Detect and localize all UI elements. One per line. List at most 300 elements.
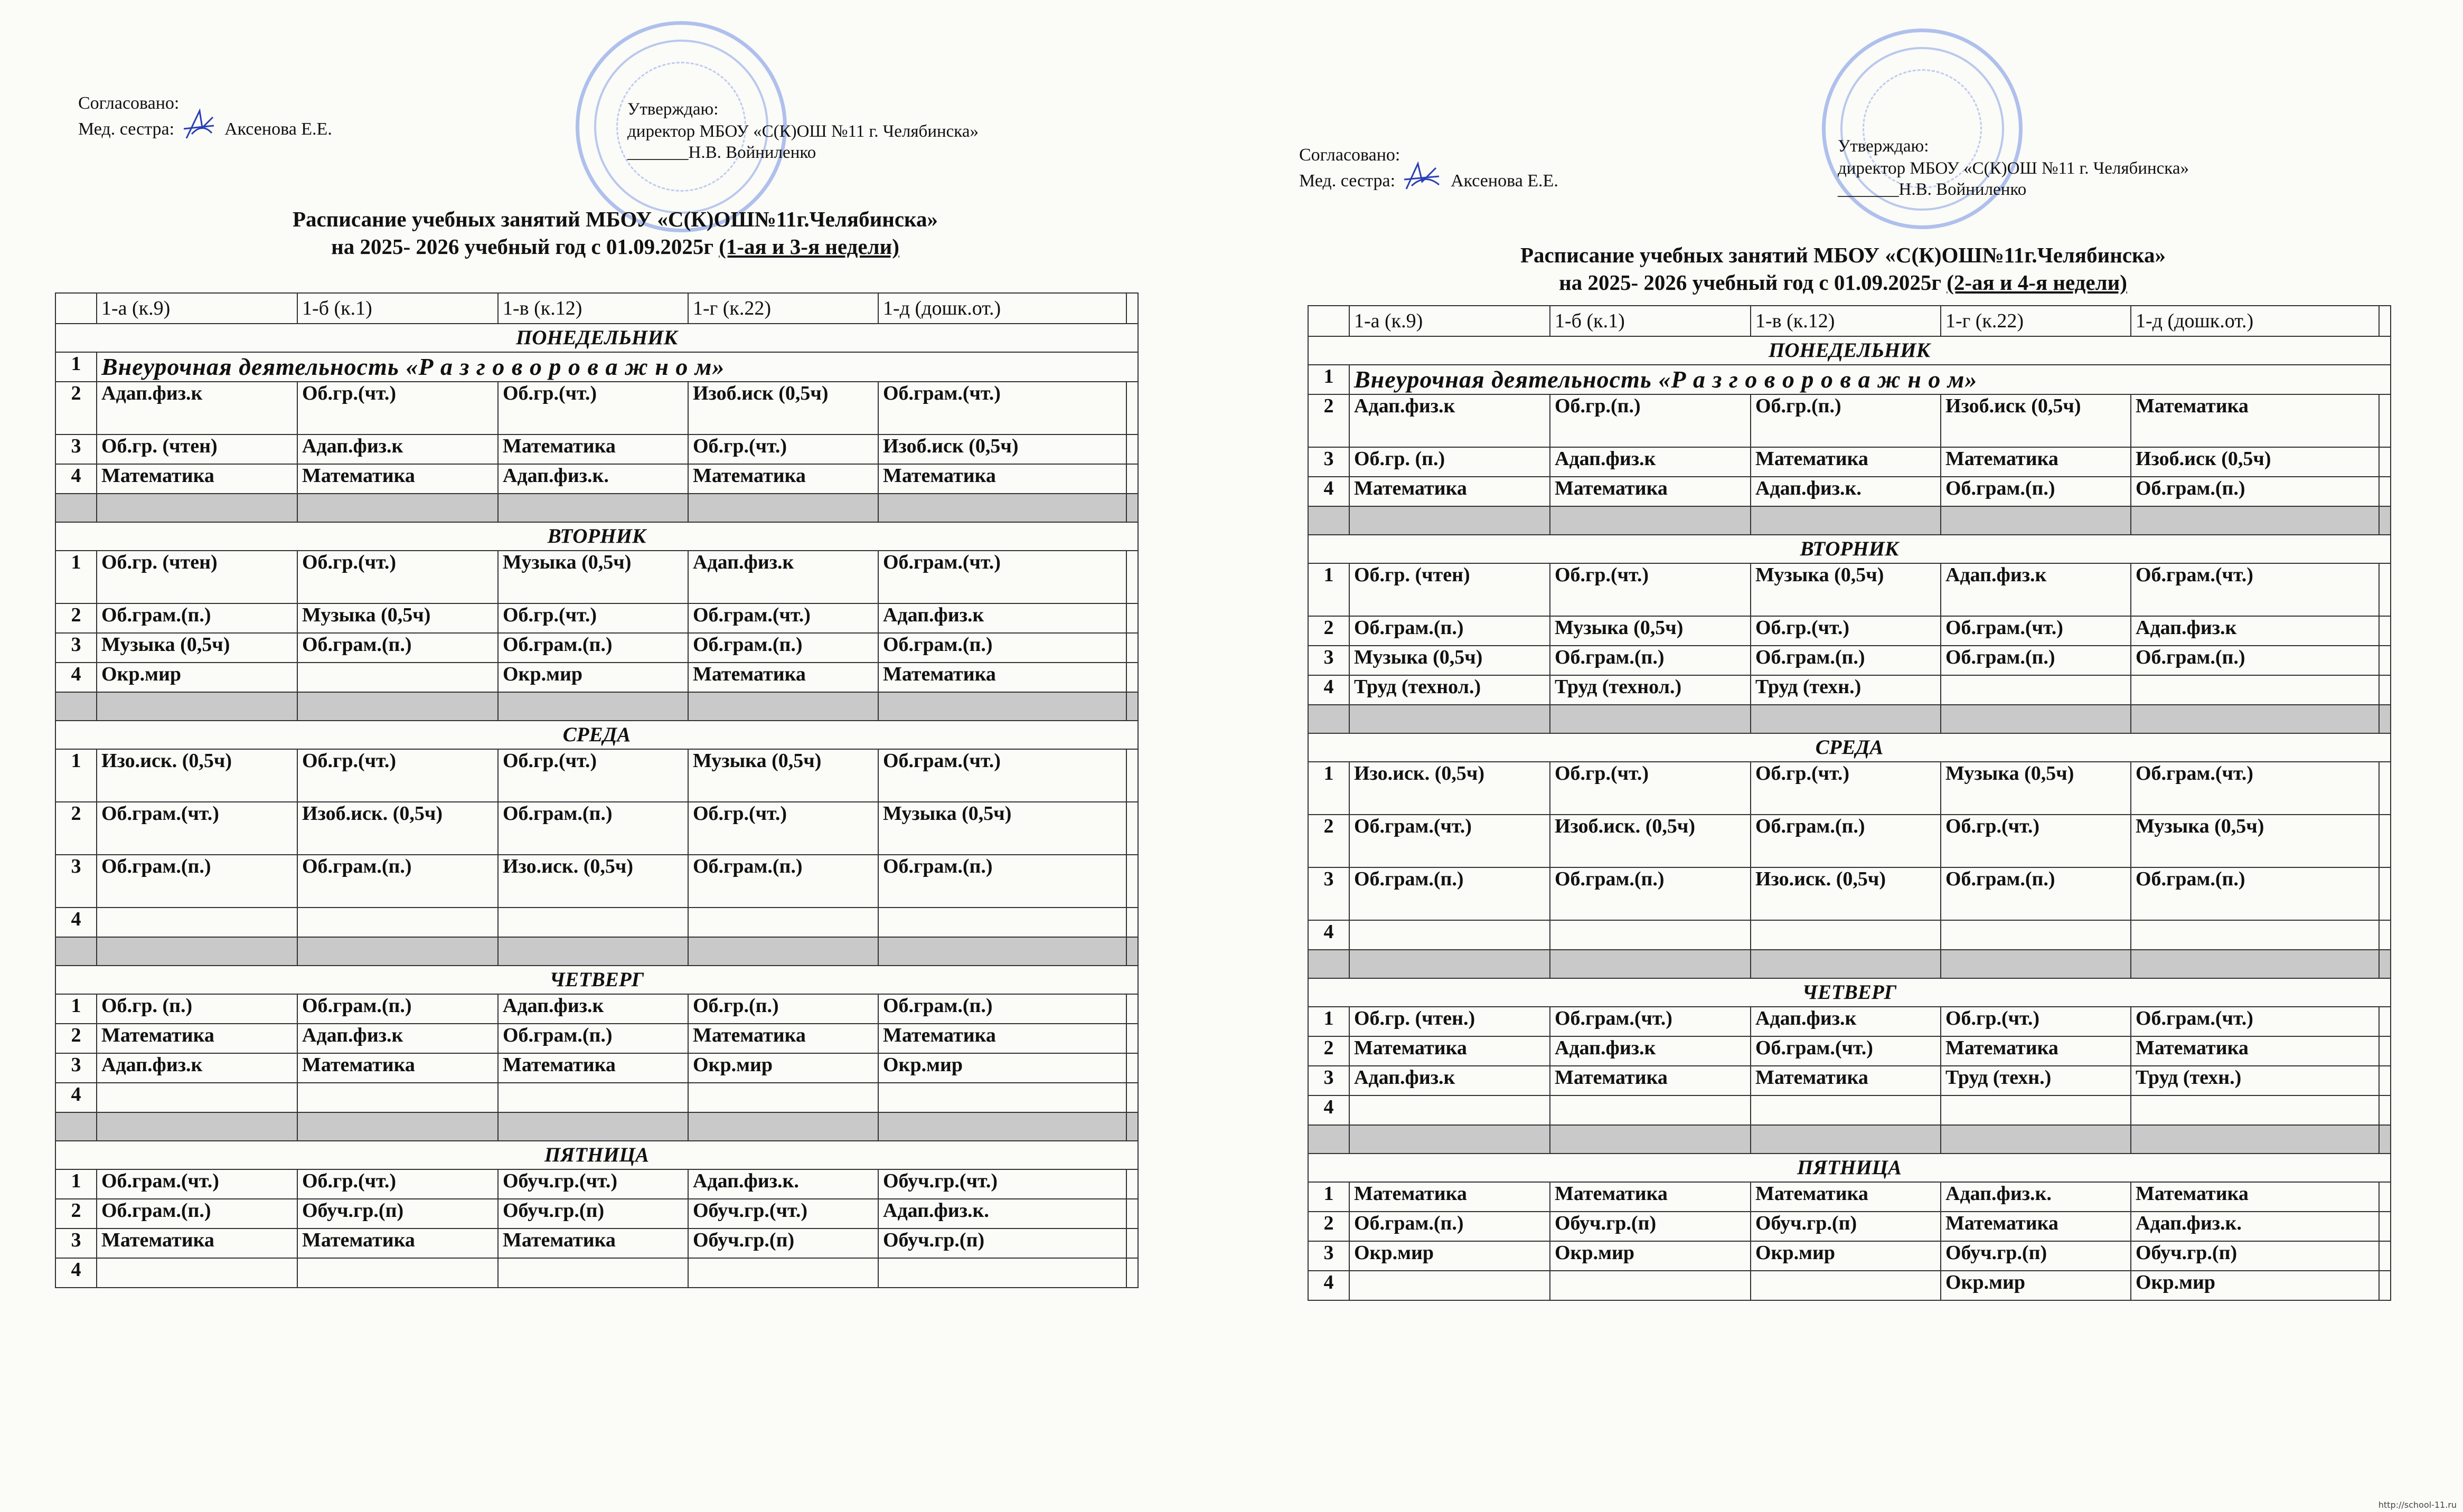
lesson-cell: Об.гр.(чт.) — [498, 749, 688, 802]
lesson-cell: Адап.физ.к. — [498, 464, 688, 494]
lesson-cell: Об.грам.(чт.) — [1550, 1007, 1751, 1036]
lesson-cell: Об.грам.(п.) — [498, 802, 688, 855]
lesson-cell: Изоб.иск. (0,5ч) — [1550, 815, 1751, 867]
lesson-cell: Об.гр. (чтен) — [97, 434, 297, 464]
lesson-cell: Обуч.гр.(п) — [498, 1199, 688, 1228]
lesson-row — [55, 1053, 1138, 1083]
lesson-row — [55, 1199, 1138, 1228]
lesson-cell: Математика — [1550, 1182, 1751, 1212]
lesson-cell: Об.грам.(п.) — [1751, 646, 1941, 675]
lesson-number: 2 — [55, 802, 97, 855]
day-row — [55, 1141, 1138, 1169]
lesson-cell: Обуч.гр.(чт.) — [878, 1169, 1126, 1199]
separator-cell — [1550, 1125, 1751, 1154]
lesson-cell: Обуч.гр.(п) — [878, 1228, 1126, 1258]
lesson-number: 3 — [1308, 646, 1349, 675]
lesson-cell: Труд (техн.) — [1941, 1066, 2131, 1095]
margin-cell — [1126, 464, 1138, 494]
lesson-cell: Об.грам.(п.) — [2131, 477, 2379, 506]
separator-cell — [1550, 506, 1751, 535]
lesson-cell — [297, 663, 498, 692]
lesson-cell — [878, 1258, 1126, 1288]
separator-cell — [688, 1112, 878, 1141]
lesson-number: 4 — [55, 663, 97, 692]
lesson-cell: Адап.физ.к. — [1941, 1182, 2131, 1212]
margin-cell — [2379, 675, 2391, 705]
lesson-cell — [1941, 920, 2131, 950]
separator-cell — [2131, 950, 2379, 978]
lesson-cell — [688, 908, 878, 937]
lesson-number: 3 — [55, 855, 97, 908]
separator-cell — [878, 937, 1126, 966]
column-header — [2379, 306, 2391, 336]
lesson-row — [1308, 394, 2391, 447]
lesson-cell: Адап.физ.к — [97, 1053, 297, 1083]
lesson-cell: Окр.мир — [878, 1053, 1126, 1083]
lesson-cell: Окр.мир — [1349, 1241, 1550, 1271]
lesson-cell: Обуч.гр.(чт.) — [498, 1169, 688, 1199]
day-name: СРЕДА — [1308, 733, 2391, 762]
separator-cell — [1349, 705, 1550, 733]
lesson-number: 4 — [55, 464, 97, 494]
separator-row — [1308, 1125, 2391, 1154]
nurse-line — [78, 117, 332, 144]
lesson-cell: Об.грам.(п.) — [498, 633, 688, 663]
lesson-cell — [2131, 1095, 2379, 1125]
separator-cell — [97, 692, 297, 721]
lesson-cell: Обуч.гр.(п) — [2131, 1241, 2379, 1271]
lesson-cell: Об.гр.(чт.) — [1941, 815, 2131, 867]
lesson-row — [55, 464, 1138, 494]
lesson-cell: Обуч.гр.(чт.) — [688, 1199, 878, 1228]
margin-cell — [2379, 394, 2391, 447]
page-subtitle — [1230, 269, 2456, 296]
separator-row — [1308, 950, 2391, 978]
lesson-number: 1 — [1308, 762, 1349, 815]
separator-cell — [2131, 1125, 2379, 1154]
margin-cell — [1126, 1053, 1138, 1083]
lesson-cell: Окр.мир — [1751, 1241, 1941, 1271]
lesson-cell: Об.гр.(п.) — [1550, 394, 1751, 447]
lesson-number: 1 — [55, 994, 97, 1024]
column-header: 1-б (к.1) — [1550, 306, 1751, 336]
separator-cell — [2131, 506, 2379, 535]
lesson-cell: Об.гр.(чт.) — [297, 1169, 498, 1199]
lesson-cell — [297, 908, 498, 937]
column-header: 1-г (к.22) — [1941, 306, 2131, 336]
lesson-cell: Об.гр.(чт.) — [297, 749, 498, 802]
separator-cell — [1550, 705, 1751, 733]
lesson-cell: Об.гр.(чт.) — [297, 382, 498, 434]
lesson-cell — [297, 1258, 498, 1288]
margin-cell — [2379, 477, 2391, 506]
lesson-cell: Труд (технол.) — [1550, 675, 1751, 705]
lesson-cell: Математика — [1941, 447, 2131, 477]
separator-cell — [2379, 950, 2391, 978]
agreed-label: Согласовано: — [78, 93, 180, 113]
separator-cell — [2131, 705, 2379, 733]
lesson-cell: Математика — [297, 1053, 498, 1083]
margin-cell — [1126, 434, 1138, 464]
lesson-number: 2 — [1308, 616, 1349, 646]
day-name: ЧЕТВЕРГ — [1308, 978, 2391, 1007]
lesson-number: 4 — [55, 1083, 97, 1112]
lesson-cell — [688, 1083, 878, 1112]
margin-cell — [2379, 815, 2391, 867]
lesson-cell: Об.гр.(чт.) — [688, 802, 878, 855]
lesson-number: 4 — [55, 1258, 97, 1288]
lesson-cell: Об.грам.(чт.) — [2131, 762, 2379, 815]
lesson-cell — [1349, 1095, 1550, 1125]
week-label: (2-ая и 4-я недели) — [1947, 270, 2127, 295]
separator-cell — [2379, 506, 2391, 535]
lesson-row — [55, 382, 1138, 434]
separator-cell — [1751, 705, 1941, 733]
lesson-cell: Об.грам.(чт.) — [2131, 563, 2379, 616]
separator-cell — [297, 692, 498, 721]
subtitle-text: на 2025- 2026 учебный год с 01.09.2025г — [331, 234, 719, 259]
lesson-cell: Об.гр.(чт.) — [1751, 762, 1941, 815]
lesson-cell: Изо.иск. (0,5ч) — [1751, 867, 1941, 920]
lesson-cell: Об.гр.(чт.) — [1550, 563, 1751, 616]
lesson-cell — [878, 1083, 1126, 1112]
lesson-cell: Об.грам.(п.) — [297, 855, 498, 908]
separator-row — [55, 494, 1138, 522]
lesson-number: 2 — [55, 603, 97, 633]
lesson-cell: Об.гр.(чт.) — [1751, 616, 1941, 646]
lesson-cell — [498, 1258, 688, 1288]
nurse-name: Аксенова Е.Е. — [224, 119, 332, 139]
lesson-number: 3 — [1308, 867, 1349, 920]
lesson-cell: Об.грам.(п.) — [297, 633, 498, 663]
approve-label: Утверждаю: — [1838, 137, 1929, 156]
margin-cell — [2379, 1271, 2391, 1300]
lesson-row — [55, 994, 1138, 1024]
margin-cell — [2379, 1212, 2391, 1241]
lesson-cell: Окр.мир — [2131, 1271, 2379, 1300]
day-row — [1308, 535, 2391, 563]
separator-cell — [1308, 950, 1349, 978]
lesson-row — [1308, 675, 2391, 705]
separator-cell — [1751, 1125, 1941, 1154]
lesson-cell: Математика — [97, 1228, 297, 1258]
lesson-cell: Адап.физ.к — [1349, 394, 1550, 447]
lesson-row — [55, 749, 1138, 802]
separator-cell — [1550, 950, 1751, 978]
lesson-row — [55, 1169, 1138, 1199]
lesson-number: 1 — [1308, 563, 1349, 616]
separator-cell — [297, 1112, 498, 1141]
lesson-cell: Математика — [1751, 1182, 1941, 1212]
lesson-cell: Об.грам.(п.) — [498, 1024, 688, 1053]
lesson-cell: Окр.мир — [498, 663, 688, 692]
lesson-number: 4 — [1308, 477, 1349, 506]
event-row — [1308, 365, 2391, 394]
lesson-number: 1 — [1308, 1007, 1349, 1036]
lesson-cell: Об.грам.(п.) — [878, 633, 1126, 663]
lesson-cell — [688, 1258, 878, 1288]
approve-label: Утверждаю: — [627, 100, 719, 119]
lesson-cell — [1349, 1271, 1550, 1300]
lesson-cell: Музыка (0,5ч) — [2131, 815, 2379, 867]
lesson-cell: Математика — [878, 1024, 1126, 1053]
lesson-row — [1308, 1066, 2391, 1095]
lesson-cell: Об.гр.(п.) — [1751, 394, 1941, 447]
lesson-number: 4 — [55, 908, 97, 937]
separator-cell — [688, 937, 878, 966]
lesson-cell: Адап.физ.к — [1751, 1007, 1941, 1036]
margin-cell — [1126, 1169, 1138, 1199]
separator-cell — [97, 494, 297, 522]
event-title: Внеурочная деятельность «Р а з г о в о р о в а ж н о м» — [1349, 365, 2391, 394]
separator-cell — [1941, 506, 2131, 535]
lesson-cell: Окр.мир — [1941, 1271, 2131, 1300]
margin-cell — [1126, 382, 1138, 434]
margin-cell — [2379, 1241, 2391, 1271]
margin-cell — [1126, 603, 1138, 633]
week-label: (1-ая и 3-я недели) — [719, 234, 899, 259]
lesson-cell: Адап.физ.к — [1349, 1066, 1550, 1095]
page-title: Расписание учебных занятий МБОУ «С(К)ОШ№11г.Челябинска» — [1520, 243, 2166, 267]
lesson-cell — [97, 908, 297, 937]
lesson-cell: Адап.физ.к — [498, 994, 688, 1024]
separator-cell — [297, 937, 498, 966]
lesson-cell: Математика — [688, 663, 878, 692]
margin-cell — [1126, 855, 1138, 908]
separator-cell — [1941, 950, 2131, 978]
lesson-row — [1308, 1241, 2391, 1271]
lesson-cell: Математика — [1941, 1036, 2131, 1066]
lesson-cell — [1751, 1271, 1941, 1300]
event-row — [55, 352, 1138, 382]
lesson-cell: Труд (технол.) — [1349, 675, 1550, 705]
separator-cell — [1751, 506, 1941, 535]
lesson-cell: Об.грам.(чт.) — [688, 603, 878, 633]
lesson-cell: Изоб.иск (0,5ч) — [688, 382, 878, 434]
lesson-cell: Музыка (0,5ч) — [1550, 616, 1751, 646]
lesson-cell: Об.грам.(чт.) — [878, 382, 1126, 434]
lesson-number: 3 — [1308, 1241, 1349, 1271]
lesson-row — [1308, 477, 2391, 506]
lesson-cell — [1941, 1095, 2131, 1125]
lesson-row — [55, 603, 1138, 633]
lesson-cell: Музыка (0,5ч) — [97, 633, 297, 663]
separator-row — [1308, 506, 2391, 535]
lesson-row — [1308, 1095, 2391, 1125]
lesson-cell: Об.грам.(п.) — [97, 855, 297, 908]
lesson-number: 2 — [1308, 1036, 1349, 1066]
lesson-cell: Изо.иск. (0,5ч) — [1349, 762, 1550, 815]
lesson-cell: Обуч.гр.(п) — [1751, 1212, 1941, 1241]
separator-cell — [55, 494, 97, 522]
separator-cell — [55, 692, 97, 721]
lesson-cell: Об.грам.(п.) — [1941, 867, 2131, 920]
lesson-cell: Об.гр. (п.) — [97, 994, 297, 1024]
lesson-cell: Музыка (0,5ч) — [1751, 563, 1941, 616]
margin-cell — [2379, 1036, 2391, 1066]
separator-row — [1308, 705, 2391, 733]
margin-cell — [1126, 749, 1138, 802]
margin-cell — [2379, 447, 2391, 477]
margin-cell — [2379, 1095, 2391, 1125]
day-name: ПОНЕДЕЛЬНИК — [1308, 336, 2391, 365]
separator-cell — [1349, 950, 1550, 978]
lesson-row — [1308, 1182, 2391, 1212]
schedule-table — [55, 292, 1139, 1288]
lesson-cell: Об.грам.(п.) — [688, 633, 878, 663]
lesson-row — [1308, 616, 2391, 646]
lesson-cell: Об.гр.(чт.) — [1550, 762, 1751, 815]
lesson-row — [55, 802, 1138, 855]
lesson-cell: Обуч.гр.(п) — [688, 1228, 878, 1258]
lesson-cell: Адап.физ.к — [2131, 616, 2379, 646]
lesson-cell: Об.гр.(чт.) — [1941, 1007, 2131, 1036]
separator-cell — [1126, 494, 1138, 522]
separator-cell — [1349, 506, 1550, 535]
lesson-cell: Об.гр.(чт.) — [498, 382, 688, 434]
margin-cell — [1126, 1024, 1138, 1053]
lesson-cell — [297, 1083, 498, 1112]
schedule-sheet-weeks-1-3 — [0, 0, 1230, 1512]
lesson-row — [55, 434, 1138, 464]
column-header: 1-в (к.12) — [498, 293, 688, 324]
separator-cell — [1126, 937, 1138, 966]
margin-cell — [2379, 646, 2391, 675]
lesson-cell: Об.гр. (чтен) — [1349, 563, 1550, 616]
schedule-table — [1308, 305, 2391, 1301]
margin-cell — [2379, 762, 2391, 815]
lesson-cell: Адап.физ.к — [97, 382, 297, 434]
margin-cell — [1126, 908, 1138, 937]
nurse-label: Мед. сестра: — [78, 119, 175, 139]
page-title: Расписание учебных занятий МБОУ «С(К)ОШ№11г.Челябинска» — [292, 207, 938, 231]
lesson-cell: Об.грам.(п.) — [297, 994, 498, 1024]
schedule-sheet-weeks-2-4 — [1230, 0, 2463, 1512]
lesson-number: 3 — [55, 434, 97, 464]
lesson-row — [1308, 447, 2391, 477]
lesson-cell: Об.грам.(чт.) — [97, 802, 297, 855]
lesson-row — [1308, 1036, 2391, 1066]
lesson-row — [1308, 815, 2391, 867]
day-name: ВТОРНИК — [55, 522, 1138, 551]
lesson-number: 2 — [55, 1024, 97, 1053]
lesson-number: 2 — [1308, 1212, 1349, 1241]
nurse-label: Мед. сестра: — [1299, 171, 1396, 191]
day-row — [55, 324, 1138, 352]
nurse-signature-icon — [181, 107, 218, 144]
column-header: 1-в (к.12) — [1751, 306, 1941, 336]
lesson-row — [55, 1228, 1138, 1258]
lesson-row — [1308, 920, 2391, 950]
lesson-cell: Об.грам.(п.) — [1349, 616, 1550, 646]
separator-cell — [297, 494, 498, 522]
lesson-cell: Обуч.гр.(п) — [297, 1199, 498, 1228]
lesson-cell: Математика — [1349, 1182, 1550, 1212]
lesson-number: 3 — [55, 1053, 97, 1083]
day-row — [1308, 1154, 2391, 1182]
lesson-cell: Музыка (0,5ч) — [1941, 762, 2131, 815]
lesson-cell: Адап.физ.к — [878, 603, 1126, 633]
margin-cell — [1126, 633, 1138, 663]
lesson-cell: Математика — [1550, 1066, 1751, 1095]
lesson-cell: Изоб.иск (0,5ч) — [1941, 394, 2131, 447]
lesson-cell — [1550, 920, 1751, 950]
lesson-cell: Математика — [1941, 1212, 2131, 1241]
lesson-cell — [1751, 920, 1941, 950]
day-name: ПОНЕДЕЛЬНИК — [55, 324, 1138, 352]
lesson-cell: Математика — [1349, 477, 1550, 506]
margin-cell — [1126, 1228, 1138, 1258]
lesson-cell: Об.гр. (чтен.) — [1349, 1007, 1550, 1036]
lesson-cell: Адап.физ.к — [1941, 563, 2131, 616]
lesson-cell: Математика — [297, 1228, 498, 1258]
lesson-cell: Об.гр. (чтен) — [97, 551, 297, 603]
lesson-cell — [878, 908, 1126, 937]
lesson-number: 1 — [55, 551, 97, 603]
lesson-cell: Математика — [688, 464, 878, 494]
lesson-number: 3 — [55, 1228, 97, 1258]
day-row — [55, 522, 1138, 551]
lesson-cell: Адап.физ.к — [1550, 447, 1751, 477]
separator-cell — [688, 494, 878, 522]
footer-url: http://school-11.ru — [2378, 1500, 2457, 1510]
margin-cell — [2379, 867, 2391, 920]
lesson-number: 2 — [55, 1199, 97, 1228]
margin-cell — [1126, 1258, 1138, 1288]
lesson-cell: Об.грам.(чт.) — [1751, 1036, 1941, 1066]
lesson-cell: Об.грам.(п.) — [97, 603, 297, 633]
column-header: 1-а (к.9) — [97, 293, 297, 324]
separator-cell — [878, 692, 1126, 721]
separator-cell — [878, 494, 1126, 522]
separator-cell — [55, 937, 97, 966]
lesson-row — [55, 633, 1138, 663]
lesson-cell: Труд (техн.) — [2131, 1066, 2379, 1095]
lesson-cell: Адап.физ.к. — [878, 1199, 1126, 1228]
margin-cell — [2379, 1182, 2391, 1212]
lesson-number: 2 — [1308, 394, 1349, 447]
lesson-cell: Об.грам.(п.) — [1550, 867, 1751, 920]
separator-row — [55, 937, 1138, 966]
lesson-cell: Адап.физ.к. — [1751, 477, 1941, 506]
day-row — [55, 966, 1138, 994]
lesson-number: 2 — [55, 382, 97, 434]
lesson-cell — [1550, 1095, 1751, 1125]
separator-row — [55, 1112, 1138, 1141]
column-header: 1-д (дошк.от.) — [2131, 306, 2379, 336]
lesson-row — [1308, 563, 2391, 616]
lesson-cell: Музыка (0,5ч) — [297, 603, 498, 633]
lesson-number: 2 — [1308, 815, 1349, 867]
lesson-cell: Об.грам.(чт.) — [1349, 815, 1550, 867]
separator-cell — [97, 937, 297, 966]
lesson-cell: Математика — [498, 1053, 688, 1083]
lesson-cell — [97, 1083, 297, 1112]
lesson-cell: Математика — [1751, 1066, 1941, 1095]
lesson-cell: Об.гр.(п.) — [688, 994, 878, 1024]
margin-cell — [2379, 920, 2391, 950]
column-header: 1-г (к.22) — [688, 293, 878, 324]
nurse-line — [1299, 169, 1558, 195]
lesson-cell: Об.грам.(п.) — [2131, 646, 2379, 675]
lesson-cell — [1349, 920, 1550, 950]
lesson-cell: Об.грам.(п.) — [1349, 867, 1550, 920]
lesson-cell: Окр.мир — [97, 663, 297, 692]
day-row — [1308, 733, 2391, 762]
lesson-number: 3 — [1308, 1066, 1349, 1095]
lesson-number: 4 — [1308, 675, 1349, 705]
separator-cell — [2379, 1125, 2391, 1154]
